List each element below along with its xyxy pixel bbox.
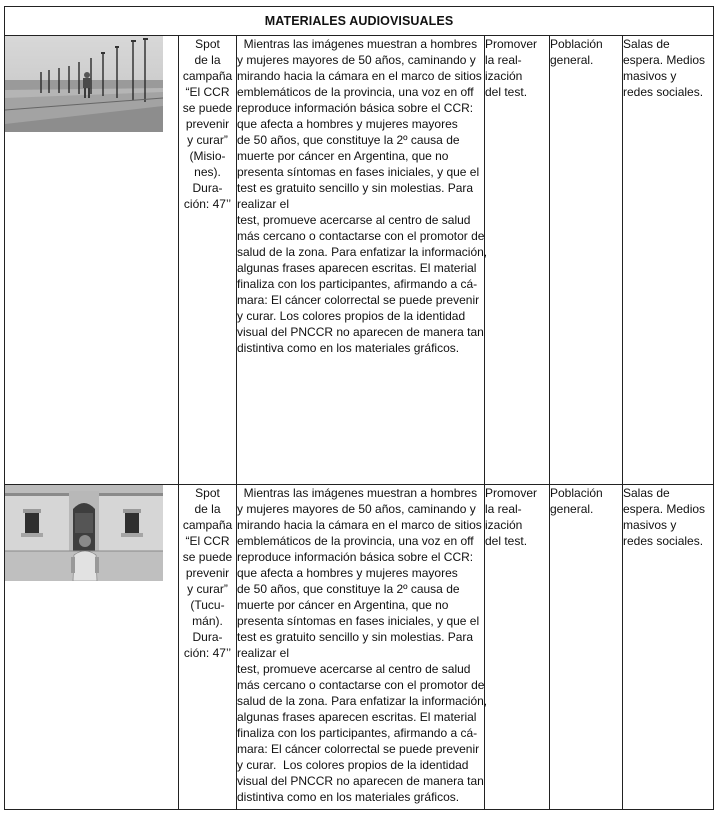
description-line: que afecta a hombres y mujeres mayores bbox=[237, 566, 458, 580]
description-line: visual del PNCCR no aparecen de manera tan bbox=[237, 325, 484, 339]
description-line: de 50 años, que constituye la 2º causa de bbox=[237, 582, 460, 596]
spot-line: Spot bbox=[195, 37, 220, 51]
spot-line: campaña bbox=[182, 69, 233, 83]
placement-line: masivos y bbox=[623, 69, 677, 83]
population-line: Población bbox=[550, 37, 603, 51]
spot-line: Spot bbox=[195, 486, 220, 500]
population-cell bbox=[550, 485, 623, 810]
population-line: general. bbox=[550, 53, 594, 67]
spot-line: se puede bbox=[182, 101, 233, 115]
spot-line: mán). bbox=[192, 614, 223, 628]
placement-line: Salas de bbox=[623, 37, 670, 51]
description-line: más cercano o contactarse con el promotor de bbox=[237, 229, 485, 243]
purpose-line: del test. bbox=[485, 534, 528, 548]
description-line: finaliza con los participantes, afirmando a cá- bbox=[237, 726, 478, 740]
description-line: emblemáticos de la provincia, una voz en off bbox=[237, 534, 474, 548]
population-line: Población bbox=[550, 486, 603, 500]
description-line: test, promueve acercarse al centro de salud bbox=[237, 662, 471, 676]
spot-line: (Tucu- bbox=[190, 598, 225, 612]
placement-cell bbox=[623, 36, 714, 485]
spot-line: nes). bbox=[194, 165, 221, 179]
placement-line: masivos y bbox=[623, 518, 677, 532]
purpose-cell bbox=[485, 485, 550, 810]
description-line: Mientras las imágenes muestran a hombres bbox=[237, 486, 478, 500]
purpose-line: ización bbox=[485, 69, 523, 83]
description-line: algunas frases aparecen escritas. El material bbox=[237, 710, 477, 724]
description-line: realizar el bbox=[237, 646, 290, 660]
purpose-line: Promover bbox=[485, 486, 538, 500]
description-line: emblemáticos de la provincia, una voz en off bbox=[237, 85, 474, 99]
description-line: presenta síntomas en fases iniciales, y que el bbox=[237, 614, 480, 628]
placement-line: espera. Medios bbox=[623, 502, 706, 516]
purpose-line: Promover bbox=[485, 37, 538, 51]
description-line: test es gratuito sencillo y sin molestias. Para bbox=[237, 630, 474, 644]
purpose-line: ización bbox=[485, 518, 523, 532]
spot-line: Dura- bbox=[192, 181, 223, 195]
spot-line: prevenir bbox=[185, 117, 230, 131]
description-line: visual del PNCCR no aparecen de manera tan bbox=[237, 774, 484, 788]
audiovisual-materials-table bbox=[4, 6, 714, 810]
population-cell bbox=[550, 36, 623, 485]
description-line: y mujeres mayores de 50 años, caminando y bbox=[237, 502, 476, 516]
spot-line: ción: 47’’ bbox=[183, 197, 232, 211]
description-line: mirando hacia la cámara en el marco de sitios bbox=[237, 69, 482, 83]
table-row bbox=[5, 485, 714, 810]
spot-cell bbox=[179, 485, 237, 810]
description-line: test es gratuito sencillo y sin molestias. Para bbox=[237, 181, 474, 195]
spot-line: y curar” bbox=[187, 133, 228, 147]
description-line: presenta síntomas en fases iniciales, y que el bbox=[237, 165, 480, 179]
spot-line: campaña bbox=[182, 518, 233, 532]
spot-line: (Misio- bbox=[189, 149, 226, 163]
description-line: mara: El cáncer colorrectal se puede prevenir bbox=[237, 293, 480, 307]
description-line: test, promueve acercarse al centro de salud bbox=[237, 213, 471, 227]
placement-line: redes sociales. bbox=[623, 85, 704, 99]
spot-line: ción: 47’’ bbox=[183, 646, 232, 660]
thumbnail-cell bbox=[5, 36, 179, 485]
description-line: más cercano o contactarse con el promotor de bbox=[237, 678, 485, 692]
description-line: muerte por cáncer en Argentina, que no bbox=[237, 598, 449, 612]
placement-line: redes sociales. bbox=[623, 534, 704, 548]
placement-line: Salas de bbox=[623, 486, 670, 500]
spot-line: Dura- bbox=[192, 630, 223, 644]
description-line: reproduce información básica sobre el CCR: bbox=[237, 101, 474, 115]
placement-cell bbox=[623, 485, 714, 810]
thumbnail-cell bbox=[5, 485, 179, 810]
purpose-line: la real- bbox=[485, 502, 522, 516]
description-line: y curar. Los colores propios de la identidad bbox=[237, 758, 469, 772]
spot-line: de la bbox=[194, 502, 221, 516]
spot-line: “El CCR bbox=[185, 534, 230, 548]
purpose-cell bbox=[485, 36, 550, 485]
description-line: muerte por cáncer en Argentina, que no bbox=[237, 149, 449, 163]
description-line: finaliza con los participantes, afirmando a cá- bbox=[237, 277, 478, 291]
spot-cell bbox=[179, 36, 237, 485]
table-title: MATERIALES AUDIOVISUALES bbox=[5, 7, 714, 36]
spot-line: y curar” bbox=[187, 582, 228, 596]
misiones-spot-thumbnail bbox=[5, 36, 163, 132]
description-line: que afecta a hombres y mujeres mayores bbox=[237, 117, 458, 131]
table-row bbox=[5, 36, 714, 485]
description-line: Mientras las imágenes muestran a hombres bbox=[237, 37, 478, 51]
spot-line: de la bbox=[194, 53, 221, 67]
description-line: de 50 años, que constituye la 2º causa de bbox=[237, 133, 460, 147]
description-cell bbox=[237, 485, 488, 810]
purpose-line: la real- bbox=[485, 53, 522, 67]
description-line: salud de la zona. Para enfatizar la información, bbox=[237, 694, 488, 708]
description-line: distintiva como en los materiales gráficos. bbox=[237, 790, 460, 804]
spot-line: “El CCR bbox=[185, 85, 230, 99]
tucuman-spot-thumbnail bbox=[5, 485, 163, 581]
spot-line: se puede bbox=[182, 550, 233, 564]
description-line: salud de la zona. Para enfatizar la información, bbox=[237, 245, 488, 259]
description-line: reproduce información básica sobre el CCR: bbox=[237, 550, 474, 564]
description-line: realizar el bbox=[237, 197, 290, 211]
description-line: distintiva como en los materiales gráficos. bbox=[237, 341, 460, 355]
description-line: y curar. Los colores propios de la identidad bbox=[237, 309, 466, 323]
description-line: y mujeres mayores de 50 años, caminando y bbox=[237, 53, 476, 67]
description-cell bbox=[237, 36, 488, 485]
description-line: mirando hacia la cámara en el marco de sitios bbox=[237, 518, 482, 532]
purpose-line: del test. bbox=[485, 85, 528, 99]
population-line: general. bbox=[550, 502, 594, 516]
spot-line: prevenir bbox=[185, 566, 230, 580]
description-line: algunas frases aparecen escritas. El material bbox=[237, 261, 477, 275]
description-line: mara: El cáncer colorrectal se puede prevenir bbox=[237, 742, 480, 756]
placement-line: espera. Medios bbox=[623, 53, 706, 67]
